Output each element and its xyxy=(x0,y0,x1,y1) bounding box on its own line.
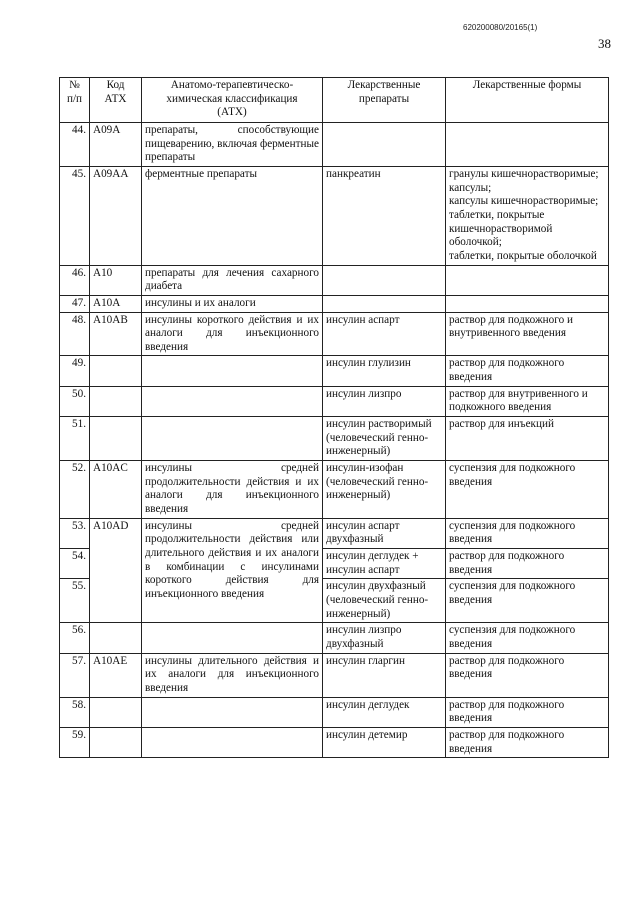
row-num: 49. xyxy=(60,356,90,386)
row-num: 46. xyxy=(60,265,90,295)
table-row xyxy=(60,623,609,653)
header-classification: Анатомо-терапевтическо- химическая классификация (АТХ) xyxy=(142,78,323,123)
row-form: суспензия для подкожного введения xyxy=(446,518,609,548)
row-classification: инсулины и их аналоги xyxy=(142,295,323,312)
row-classification: препараты, способствующие пищеварению, включая ферментные препараты xyxy=(142,122,323,166)
row-code: A10 xyxy=(90,265,142,295)
row-drug xyxy=(323,122,446,166)
row-code: A09A xyxy=(90,122,142,166)
row-form xyxy=(446,265,609,295)
table-row xyxy=(60,356,609,386)
row-num: 51. xyxy=(60,417,90,461)
row-drug: инсулин глулизин xyxy=(323,356,446,386)
table-header-row xyxy=(60,78,609,123)
row-code: A09AA xyxy=(90,166,142,265)
header-forms: Лекарственные формы xyxy=(446,78,609,123)
row-code xyxy=(90,386,142,416)
row-num: 59. xyxy=(60,727,90,757)
drug-table xyxy=(59,77,609,758)
row-code xyxy=(90,417,142,461)
table-row xyxy=(60,697,609,727)
row-drug: инсулин лизпро xyxy=(323,386,446,416)
row-code: A10AD xyxy=(90,518,142,623)
row-form: суспензия для подкожного введения xyxy=(446,623,609,653)
row-drug: инсулин гларгин xyxy=(323,653,446,697)
document-id: 620200080/20165(1) xyxy=(463,23,538,32)
row-num: 48. xyxy=(60,312,90,356)
row-classification: ферментные препараты xyxy=(142,166,323,265)
row-classification xyxy=(142,386,323,416)
table-row xyxy=(60,461,609,519)
row-num: 44. xyxy=(60,122,90,166)
row-form: раствор для инъекций xyxy=(446,417,609,461)
table-row xyxy=(60,518,609,548)
row-drug: инсулин детемир xyxy=(323,727,446,757)
row-form: суспензия для подкожного введения xyxy=(446,579,609,623)
row-code: A10AB xyxy=(90,312,142,356)
row-num: 50. xyxy=(60,386,90,416)
table-row xyxy=(60,386,609,416)
row-num: 52. xyxy=(60,461,90,519)
row-code xyxy=(90,623,142,653)
table-row xyxy=(60,166,609,265)
header-drugs: Лекарственные препараты xyxy=(323,78,446,123)
row-code xyxy=(90,356,142,386)
table-row xyxy=(60,295,609,312)
table-row xyxy=(60,727,609,757)
row-form: раствор для подкожного и внутривенного введения xyxy=(446,312,609,356)
row-drug: инсулин лизпро двухфазный xyxy=(323,623,446,653)
row-classification xyxy=(142,417,323,461)
row-form: раствор для подкожного введения xyxy=(446,697,609,727)
table-row xyxy=(60,312,609,356)
row-num: 55. xyxy=(60,579,90,623)
row-drug: инсулин деглудек xyxy=(323,697,446,727)
row-form: раствор для подкожного введения xyxy=(446,549,609,579)
row-drug xyxy=(323,295,446,312)
row-form: раствор для подкожного введения xyxy=(446,356,609,386)
table-row xyxy=(60,417,609,461)
row-code xyxy=(90,697,142,727)
row-drug: инсулин аспарт xyxy=(323,312,446,356)
row-drug: инсулин деглудек + инсулин аспарт xyxy=(323,549,446,579)
row-form: раствор для подкожного введения xyxy=(446,653,609,697)
table-row xyxy=(60,122,609,166)
row-drug: инсулин растворимый (человеческий генно-инженерный) xyxy=(323,417,446,461)
row-form: суспензия для подкожного введения xyxy=(446,461,609,519)
row-drug: панкреатин xyxy=(323,166,446,265)
row-num: 56. xyxy=(60,623,90,653)
table-row xyxy=(60,265,609,295)
row-form: раствор для внутривенного и подкожного введения xyxy=(446,386,609,416)
row-code: A10AE xyxy=(90,653,142,697)
row-num: 58. xyxy=(60,697,90,727)
row-form: гранулы кишечнорастворимые; капсулы; капсулы кишечнорастворимые; таблетки, покрытые кишечнорастворимой оболочкой; таблетки, покрытые оболочкой xyxy=(446,166,609,265)
row-drug xyxy=(323,265,446,295)
header-num: № п/п xyxy=(60,78,90,123)
row-code: A10A xyxy=(90,295,142,312)
row-form xyxy=(446,122,609,166)
row-classification xyxy=(142,356,323,386)
row-classification: инсулины длительного действия и их аналоги для инъекционного введения xyxy=(142,653,323,697)
row-num: 54. xyxy=(60,549,90,579)
row-num: 53. xyxy=(60,518,90,548)
row-num: 57. xyxy=(60,653,90,697)
row-classification: препараты для лечения сахарного диабета xyxy=(142,265,323,295)
page-number: 38 xyxy=(598,36,611,51)
row-form: раствор для подкожного введения xyxy=(446,727,609,757)
row-classification: инсулины средней продолжительности действия или длительного действия и их аналоги в комбинации с инсулинами короткого действия для инъекционного введения xyxy=(142,518,323,623)
table-row xyxy=(60,653,609,697)
row-classification xyxy=(142,697,323,727)
row-drug: инсулин двухфазный (человеческий генно-инженерный) xyxy=(323,579,446,623)
row-drug: инсулин аспарт двухфазный xyxy=(323,518,446,548)
row-classification xyxy=(142,623,323,653)
row-num: 45. xyxy=(60,166,90,265)
row-form xyxy=(446,295,609,312)
row-classification: инсулины короткого действия и их аналоги для инъекционного введения xyxy=(142,312,323,356)
row-drug: инсулин-изофан (человеческий генно-инженерный) xyxy=(323,461,446,519)
header-code: Код АТХ xyxy=(90,78,142,123)
row-code: A10AC xyxy=(90,461,142,519)
row-classification xyxy=(142,727,323,757)
row-num: 47. xyxy=(60,295,90,312)
row-classification: инсулины средней продолжительности действия и их аналоги для инъекционного введения xyxy=(142,461,323,519)
row-code xyxy=(90,727,142,757)
